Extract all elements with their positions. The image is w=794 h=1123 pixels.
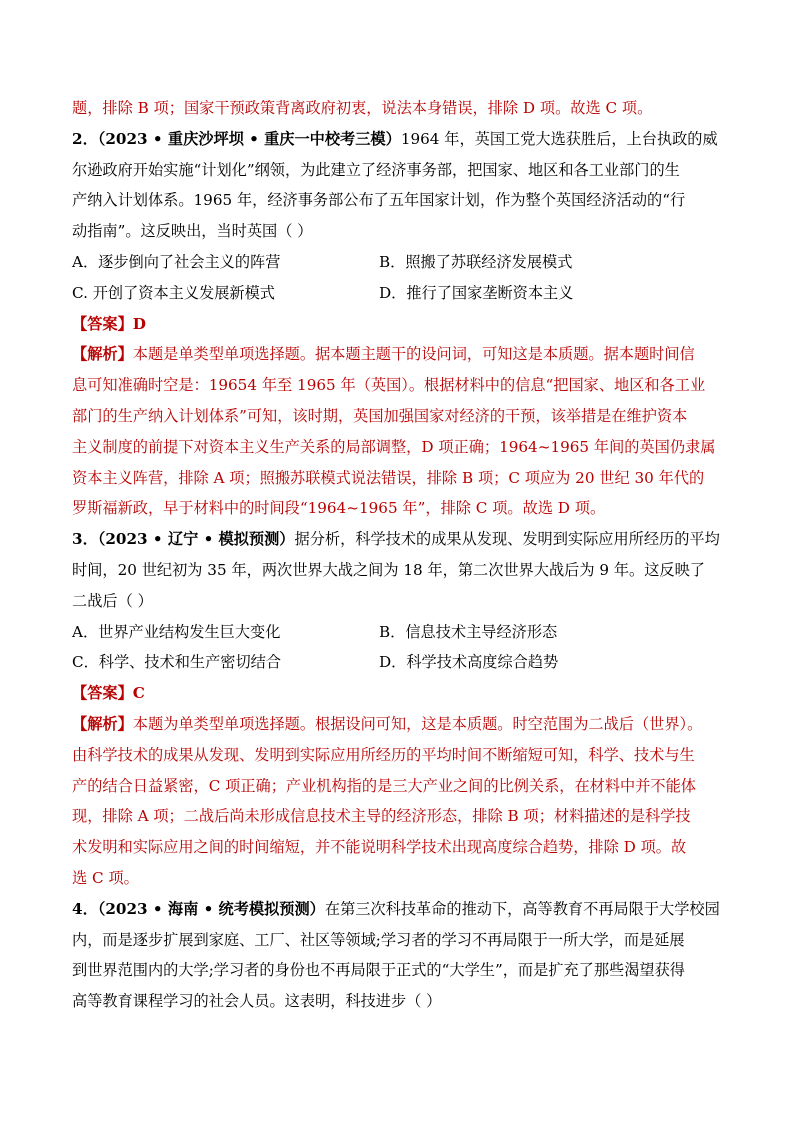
question-number: 3． <box>72 530 98 549</box>
answer-line <box>72 678 724 709</box>
answer-label: 【答案】 <box>72 684 133 703</box>
analysis-label: 【解析】 <box>72 714 133 733</box>
document-page <box>72 93 724 1017</box>
analysis-line: 息可知准确时空是：19654 年至 1965 年（英国）。根据材料中的信息“把国家、地区和各工业 <box>72 376 706 395</box>
question-3 <box>72 524 724 894</box>
question-stem-line: 二战后（ ） <box>72 591 153 610</box>
answer-line <box>72 309 724 340</box>
option-d: D．科学技术高度综合趋势 <box>379 653 559 672</box>
question-4 <box>72 894 724 1017</box>
question-stem-line: 尔逊政府开始实施“计划化”纲领，为此建立了经济事务部，把国家、地区和各工业部门的生 <box>72 160 680 179</box>
question-stem-text: 1964 年，英国工党大选获胜后，上台执政的威 <box>400 129 718 148</box>
analysis-line <box>72 339 724 370</box>
option-d: D．推行了国家垄断资本主义 <box>379 283 574 302</box>
options-row <box>72 247 724 278</box>
answer-label: 【答案】 <box>72 314 133 333</box>
analysis-text: 本题是单类型单项选择题。据本题主题干的设问词，可知这是本质题。据本题时间信 <box>132 345 695 364</box>
question-2 <box>72 124 724 524</box>
analysis-line <box>72 709 724 740</box>
answer-value: D <box>132 314 146 333</box>
option-c: C. 开创了资本主义发展新模式 <box>72 283 275 302</box>
analysis-line: 部门的生产纳入计划体系”可知，该时期，英国加强国家对经济的干预，该举措是在维护资本 <box>72 406 688 425</box>
question-stem-line: 内，而是逐步扩展到家庭、工厂、社区等领域;学习者的学习不再局限于一所大学，而是延展 <box>72 930 685 949</box>
question-stem-line: 到世界范围内的大学;学习者的身份也不再局限于正式的“大学生”，而是扩充了那些渴望获得 <box>72 961 685 980</box>
analysis-line: 资本主义阵营，排除 A 项；照搬苏联模式说法错误，排除 B 项；C 项应为 20 世纪 30 年代的 <box>72 468 705 487</box>
option-c: C．科学、技术和生产密切结合 <box>72 653 282 672</box>
question-stem-line <box>72 524 724 555</box>
question-stem-line <box>72 894 724 925</box>
options-row <box>72 278 724 309</box>
previous-analysis-tail: 题，排除 B 项；国家干预政策背离政府初衷，说法本身错误，排除 D 项。故选 C 项。 <box>72 99 653 117</box>
question-stem-line: 时间，20 世纪初为 35 年，两次世界大战之间为 18 年，第二次世界大战后为 9 年。这反映了 <box>72 560 705 579</box>
analysis-label: 【解析】 <box>72 345 133 364</box>
answer-value: C <box>132 684 145 703</box>
analysis-line: 由科学技术的成果从发现、发明到实际应用所经历的平均时间不断缩短可知，科学、技术与生 <box>72 745 695 764</box>
question-source: （2023 • 重庆沙坪坝 • 重庆一中校考三模） <box>97 129 401 148</box>
option-a: A．逐步倒向了社会主义的阵营 <box>72 252 281 271</box>
analysis-line: 罗斯福新政，早于材料中的时间段“1964~1965 年”，排除 C 项。故选 D 项。 <box>72 499 606 518</box>
question-stem-text: 在第三次科技革命的推动下，高等教育不再局限于大学校园 <box>324 899 720 918</box>
question-stem-line: 高等教育课程学习的社会人员。这表明，科技进步（ ） <box>72 992 442 1011</box>
question-number: 4． <box>72 899 98 918</box>
question-source: （2023 • 海南 • 统考模拟预测） <box>97 899 325 918</box>
question-stem-line <box>72 124 724 155</box>
analysis-line: 术发明和实际应用之间的时间缩短，并不能说明科学技术出现高度综合趋势，排除 D 项。故 <box>72 838 687 857</box>
options-row <box>72 617 724 648</box>
options-row <box>72 647 724 678</box>
analysis-text: 本题为单类型单项选择题。根据设问可知，这是本质题。时空范围为二战后（世界）。 <box>132 714 703 733</box>
option-b: B．信息技术主导经济形态 <box>379 622 558 641</box>
question-number: 2． <box>72 129 98 148</box>
analysis-line: 选 C 项。 <box>72 868 139 887</box>
analysis-line: 主义制度的前提下对资本主义生产关系的局部调整，D 项正确；1964~1965 年间的英国仍隶属 <box>72 437 716 456</box>
option-b: B．照搬了苏联经济发展模式 <box>379 252 573 271</box>
question-stem-line: 动指南”。这反映出，当时英国（ ） <box>72 222 313 241</box>
question-stem-line: 产纳入计划体系。1965 年，经济事务部公布了五年国家计划，作为整个英国经济活动的“行 <box>72 191 686 210</box>
option-a: A．世界产业结构发生巨大变化 <box>72 622 281 641</box>
analysis-line: 产的结合日益紧密，C 项正确；产业机构指的是三大产业之间的比例关系，在材料中并不能体 <box>72 776 696 795</box>
question-source: （2023 • 辽宁 • 模拟预测） <box>97 530 295 549</box>
question-stem-text: 据分析，科学技术的成果从发现、发明到实际应用所经历的平均 <box>294 530 720 549</box>
analysis-line: 现，排除 A 项；二战后尚未形成信息技术主导的经济形态，排除 B 项；材料描述的是科学技 <box>72 807 691 826</box>
